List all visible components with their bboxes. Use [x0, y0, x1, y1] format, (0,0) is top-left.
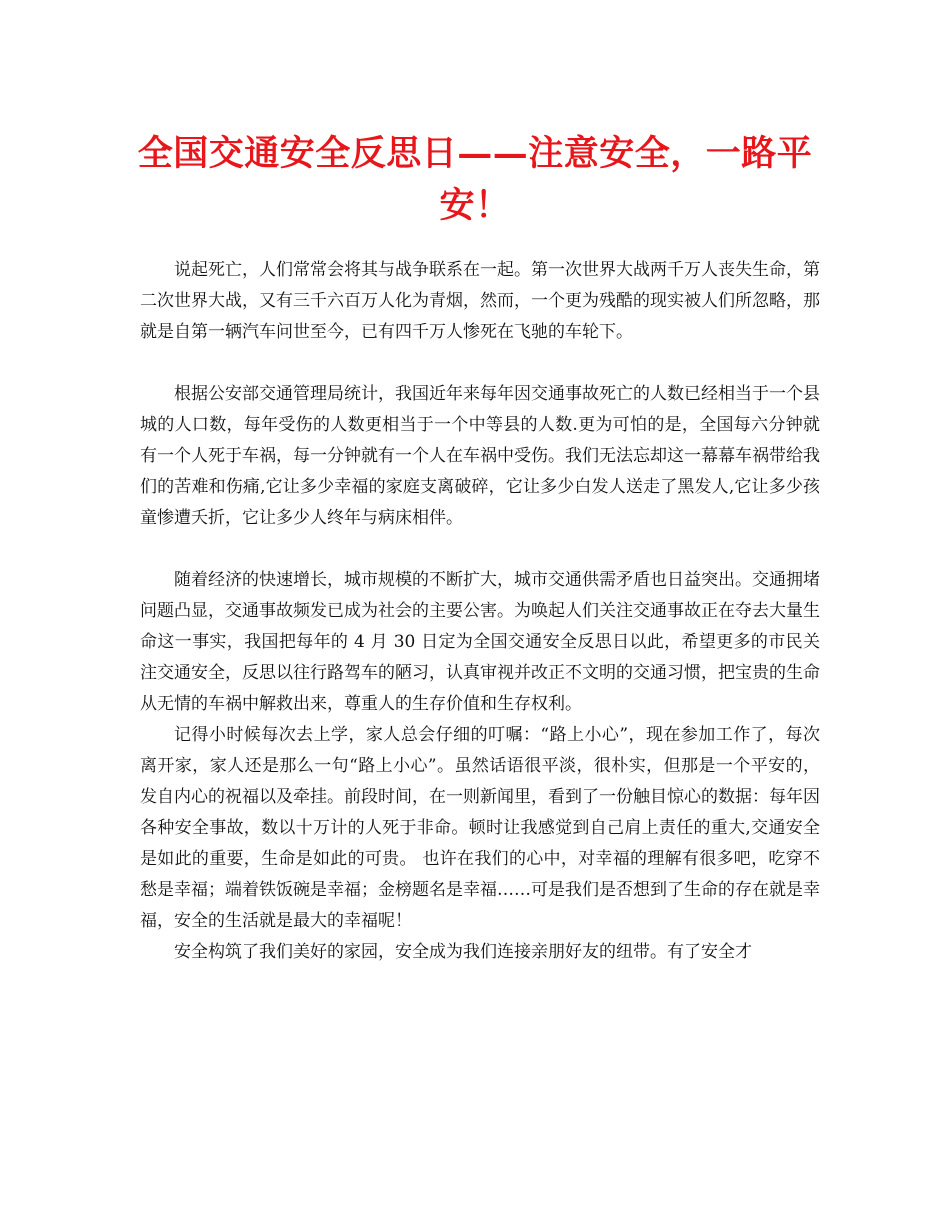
paragraph-5: 安全构筑了我们美好的家园，安全成为我们连接亲朋好友的纽带。有了安全才 [174, 942, 752, 962]
paragraph-1: 说起死亡，人们常常会将其与战争联系在一起。第一次世界大战两千万人丧失生命，第二次世界大战，又有三千六百万人化为青烟，然而，一个更为残酷的现实被人们所忽略，那就是自第一辆汽车问世至今，已有四千万人惨死在飞驰的车轮下。 [140, 260, 820, 342]
paragraph-3: 随着经济的快速增长，城市规模的不断扩大，城市交通供需矛盾也日益突出。交通拥堵问题凸显，交通事故频发已成为社会的主要公害。为唤起人们关注交通事故正在夺去大量生命这一事实，我国把每年的 4 月 30 日定为全国交通安全反思日以此，希望更多的市民关注交通安全，反思以往行路驾车的陋习，认真审视并改正不文明的交通习惯，把宝贵的生命从无情的车祸中解救出来，尊重人的生存价值和生存权利。 [140, 570, 820, 714]
document-body [140, 255, 820, 968]
paragraph-2: 根据公安部交通管理局统计，我国近年来每年因交通事故死亡的人数已经相当于一个县城的人口数，每年受伤的人数更相当于一个中等县的人数.更为可怕的是，全国每六分钟就有一个人死于车祸，每一分钟就有一个人在车祸中受伤。我们无法忘却这一幕幕车祸带给我们的苦难和伤痛,它让多少幸福的家庭支离破碎，它让多少白发人送走了黑发人,它让多少孩童惨遭夭折，它让多少人终年与病床相伴。 [140, 384, 820, 528]
paragraph-4: 记得小时候每次去上学，家人总会仔细的叮嘱：“路上小心”，现在参加工作了，每次离开家，家人还是那么一句“路上小心”。虽然话语很平淡，很朴实，但那是一个平安的，发自内心的祝福以及牵挂。前段时间，在一则新闻里，看到了一份触目惊心的数据：每年因各种安全事故，数以十万计的人死于非命。顿时让我感觉到自己肩上责任的重大,交通安全是如此的重要，生命是如此的可贵。 也许在我们的心中，对幸福的理解有很多吧，吃穿不愁是幸福；端着铁饭碗是幸福；金榜题名是幸福……可是我们是否想到了生命的存在就是幸福，安全的生活就是最大的幸福呢！ [140, 725, 820, 931]
document-title: 全国交通安全反思日——注意安全，一路平安！ [137, 133, 813, 226]
